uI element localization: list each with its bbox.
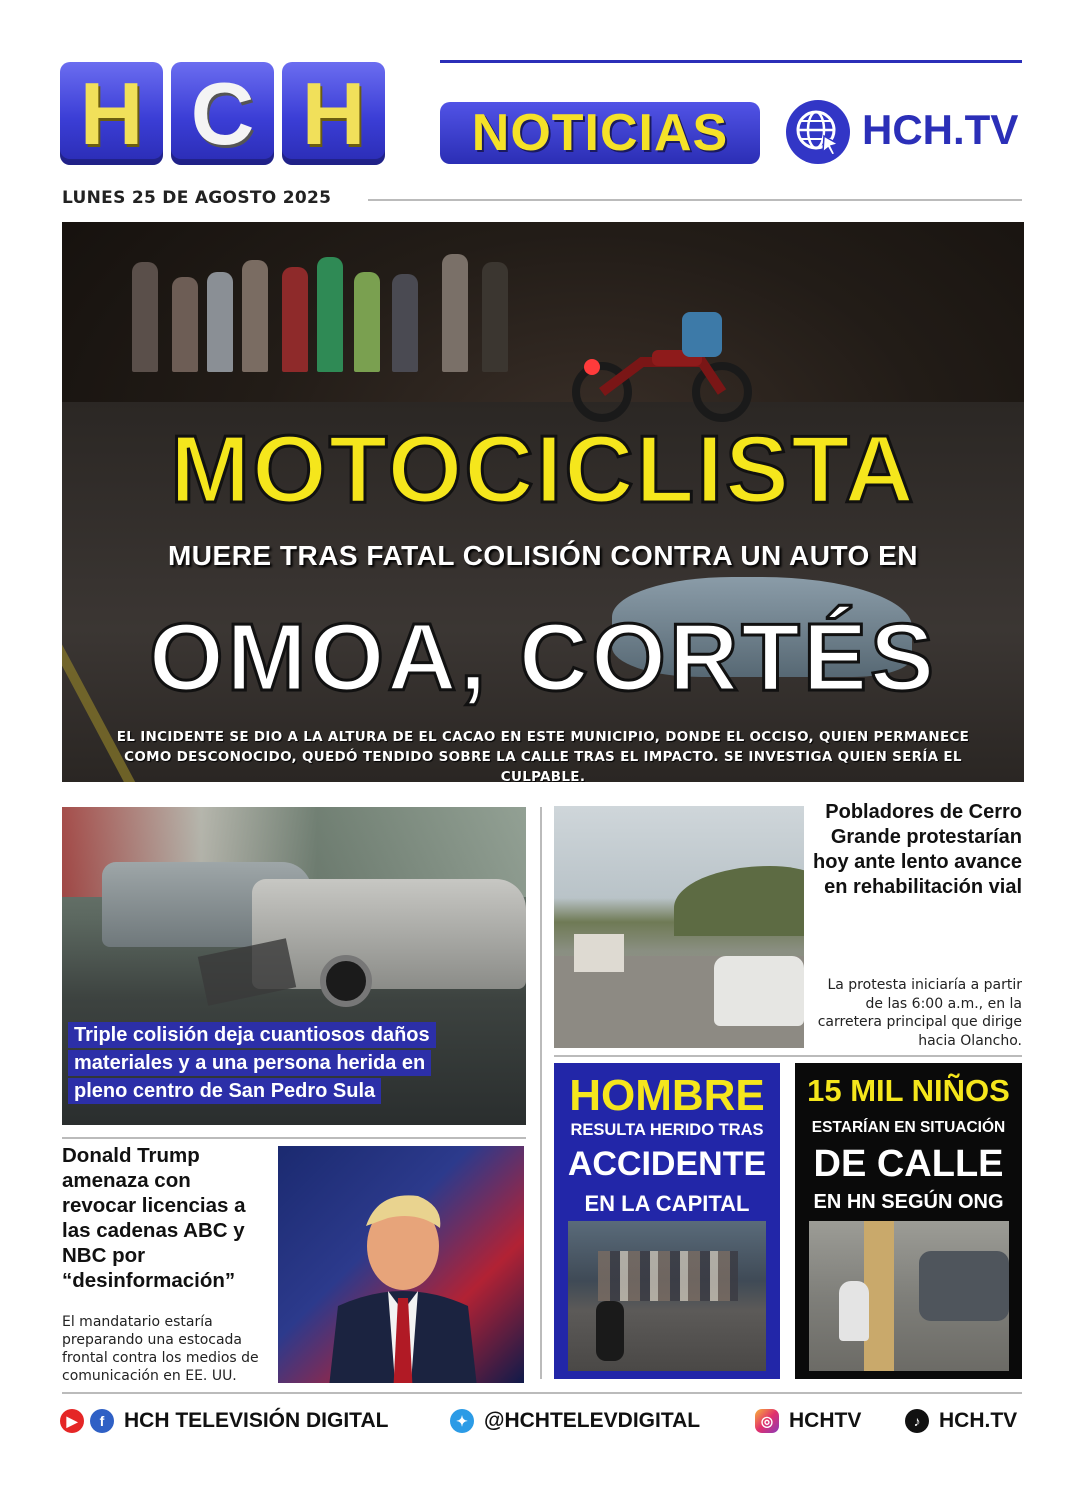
issue-date: LUNES 25 DE AGOSTO 2025 — [62, 188, 332, 208]
ninos-story[interactable] — [795, 1063, 1022, 1379]
hombre-photo — [568, 1221, 766, 1371]
footer-tiktok[interactable] — [905, 1406, 1017, 1436]
debris — [198, 938, 296, 1006]
ninos-line-2: DE CALLE — [813, 1143, 1004, 1185]
twitter-icon[interactable]: ✦ — [450, 1409, 474, 1433]
ninos-photo — [809, 1221, 1009, 1371]
trump-photo[interactable] — [278, 1146, 524, 1383]
footer-facebook-youtube[interactable] — [60, 1406, 388, 1436]
trump-figure — [318, 1166, 488, 1383]
ninos-line-3: EN HN SEGÚN ONG — [813, 1191, 1004, 1213]
hillside — [674, 866, 804, 936]
section-label: NOTICIAS — [440, 102, 760, 164]
main-story[interactable] — [62, 222, 1024, 782]
column-divider — [540, 807, 542, 1379]
main-body-line-1: EL INCIDENTE SE DIO A LA ALTURA DE EL CACAO EN ESTE MUNICIPIO, DONDE EL OCCISO, QUIEN PERMANECE — [116, 729, 970, 745]
logo-letter-c: C — [171, 62, 274, 165]
hombre-line-3: EN LA CAPITAL — [584, 1191, 750, 1216]
child — [839, 1281, 869, 1341]
cerro-headline[interactable]: Pobladores de Cerro Grande protestarían hoy ante lento avance en rehabilitación vial — [813, 801, 1022, 898]
cerro-grande-photo[interactable] — [554, 806, 804, 1048]
main-headline[interactable]: MOTOCICLISTA — [170, 416, 916, 523]
facebook-icon[interactable]: f — [90, 1409, 114, 1433]
logo-letter-h2: H — [282, 62, 385, 165]
hch-logo[interactable] — [60, 62, 385, 165]
right-divider — [554, 1055, 1022, 1057]
ninos-title: 15 MIL NIÑOS — [807, 1073, 1010, 1108]
youtube-icon[interactable]: ▶ — [60, 1409, 84, 1433]
trump-headline[interactable]: Donald Trump amenaza con revocar licencias a las cadenas ABC y NBC por “desinformación” — [62, 1144, 246, 1292]
hombre-title: HOMBRE — [569, 1071, 765, 1120]
footer-instagram[interactable] — [755, 1406, 861, 1436]
globe-cursor-icon[interactable] — [786, 100, 850, 164]
white-car — [714, 956, 804, 1026]
motorcycle-figure — [562, 312, 762, 422]
website-link[interactable]: HCH.TV — [862, 106, 1019, 153]
hombre-story[interactable] — [554, 1063, 780, 1379]
footer-tiktok-label: HCH.TV — [939, 1409, 1018, 1432]
motorbike — [596, 1301, 624, 1361]
hombre-line-1: RESULTA HERIDO TRAS — [570, 1121, 764, 1139]
wheel — [320, 955, 372, 1007]
main-subheadline: MUERE TRAS FATAL COLISIÓN CONTRA UN AUTO EN — [167, 540, 919, 571]
footer-rule — [62, 1392, 1022, 1394]
footer-instagram-label: HCHTV — [789, 1409, 862, 1432]
footer-facebook-label: HCH TELEVISIÓN DIGITAL — [124, 1409, 389, 1432]
tiktok-icon[interactable]: ♪ — [905, 1409, 929, 1433]
footer-twitter[interactable] — [450, 1406, 700, 1436]
hombre-line-2: ACCIDENTE — [567, 1145, 767, 1183]
cerro-body: La protesta iniciaría a partir de las 6:00 a.m., en la carretera principal que dirige hacia Olancho. — [817, 977, 1022, 1049]
ninos-line-1: ESTARÍAN EN SITUACIÓN — [811, 1119, 1006, 1136]
date-rule — [368, 199, 1022, 201]
crowd — [598, 1251, 738, 1301]
collision-caption-text: Triple colisión deja cuantiosos daños materiales y a una persona herida en pleno centro de San Pedro Sula — [68, 1022, 436, 1104]
main-body — [82, 727, 1004, 782]
main-place: OMOA, CORTÉS — [148, 604, 937, 711]
footer-twitter-label: @HCHTELEVDIGITAL — [484, 1409, 701, 1432]
main-body-line-2: COMO DESCONOCIDO, QUEDÓ TENDIDO SOBRE LA CALLE TRAS EL IMPACTO. SE INVESTIGA QUIEN SERÍA EL CULPABLE. — [124, 749, 962, 782]
crowd-figures — [122, 242, 582, 372]
collision-caption — [68, 1021, 478, 1105]
collision-story[interactable] — [62, 807, 526, 1125]
instagram-icon[interactable]: ◎ — [755, 1409, 779, 1433]
grey-car — [919, 1251, 1009, 1321]
left-divider — [62, 1137, 526, 1139]
header-rule — [440, 60, 1022, 63]
trump-body: El mandatario estaría preparando una estocada frontal contra los medios de comunicación en EE. UU. — [62, 1314, 259, 1384]
white-truck — [574, 934, 624, 972]
logo-letter-h1: H — [60, 62, 163, 165]
